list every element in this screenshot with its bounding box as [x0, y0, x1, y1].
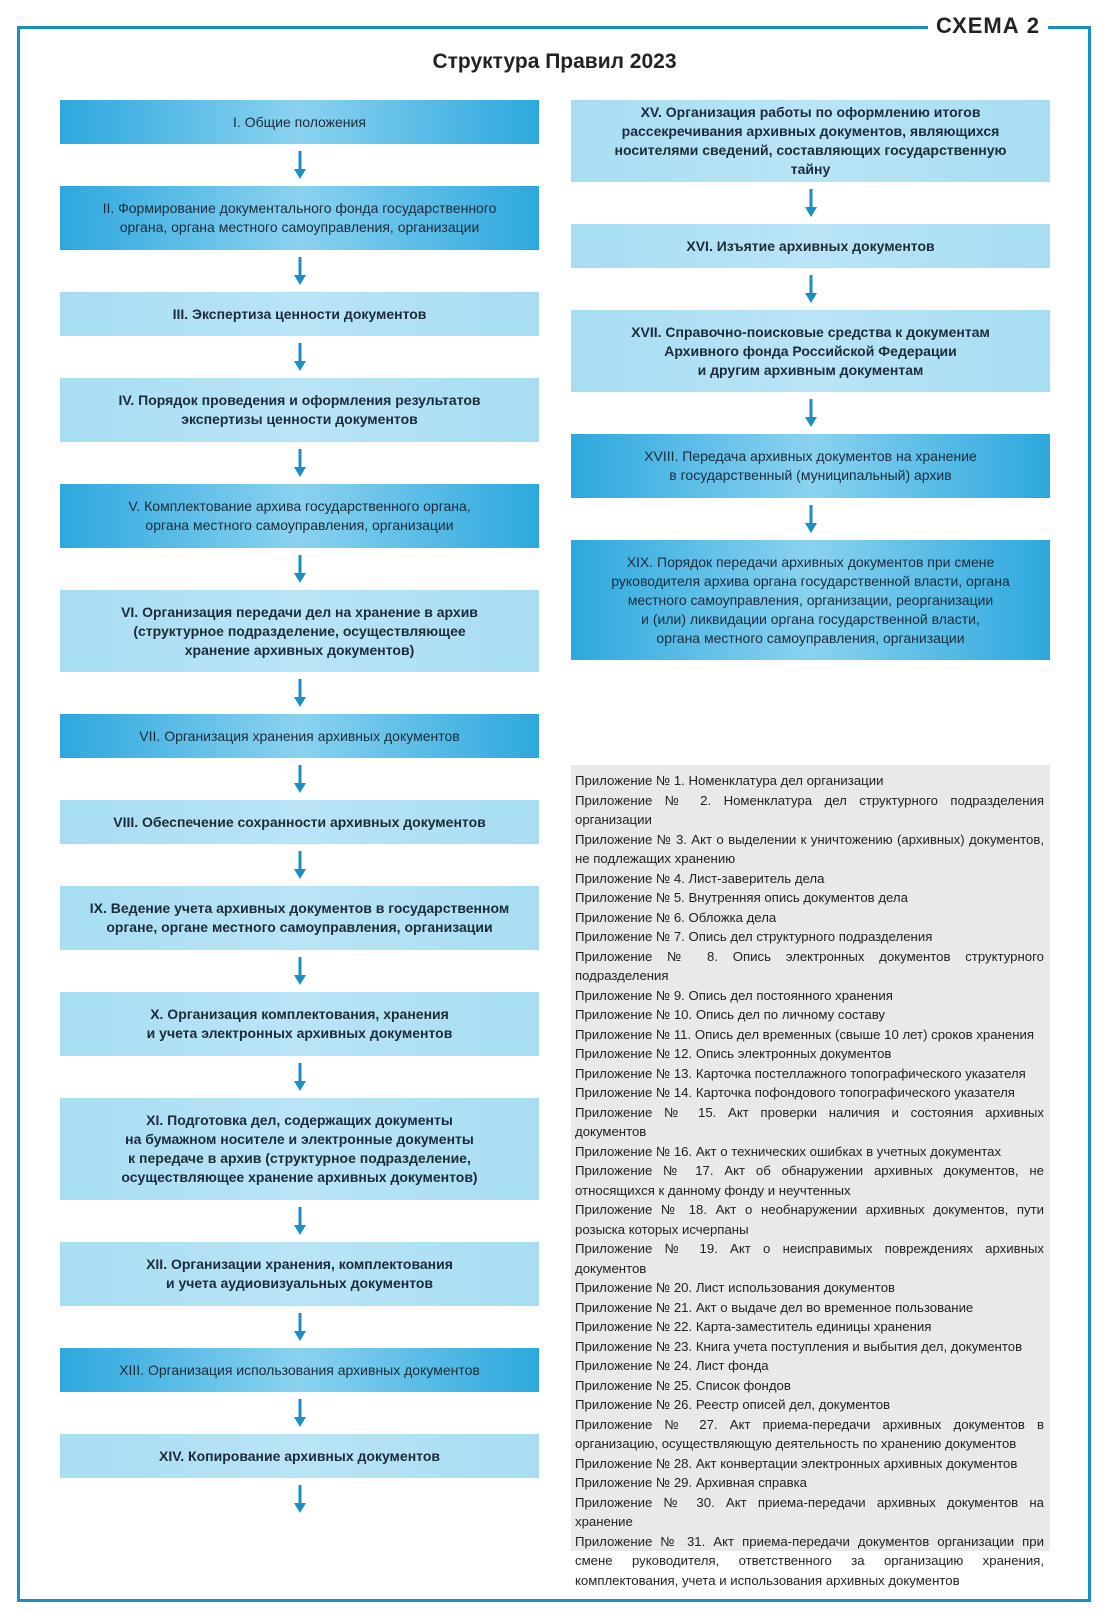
appendix-item: Приложение № 20. Лист использования документов: [575, 1280, 896, 1295]
flow-arrow: [571, 268, 1050, 310]
section-box: XI. Подготовка дел, содержащих документы на бумажном носителе и электронные документы к передаче в архив (структурное подразделение, осуществляющее хранение архивных документов): [60, 1098, 539, 1200]
section-box: IX. Ведение учета архивных документов в государственном органе, органе местного самоуправления, организации: [60, 886, 539, 950]
appendix-item: Приложение № 12. Опись электронных документов: [575, 1046, 892, 1061]
appendix-list: [571, 765, 1050, 1588]
flow-arrow: [60, 442, 539, 484]
section-box: XVI. Изъятие архивных документов: [571, 224, 1050, 268]
section-box: XVIII. Передача архивных документов на хранение в государственный (муниципальный) архив: [571, 434, 1050, 498]
flow-arrow: [60, 844, 539, 886]
appendix-item: Приложение № 2. Номенклатура дел структурного подразделения организации: [575, 792, 1044, 827]
section-box: VIII. Обеспечение сохранности архивных документов: [60, 800, 539, 844]
appendix-item: Приложение № 23. Книга учета поступления и выбытия дел, документов: [575, 1338, 1023, 1354]
appendix-item: Приложение № 21. Акт о выдаче дел во временное пользование: [575, 1299, 974, 1315]
diagram-title: Структура Правил 2023: [432, 50, 677, 73]
appendix-item: Приложение № 27. Акт приема-передачи архивных документов в организацию, осуществляющую деятельность по хранению документов: [575, 1416, 1044, 1451]
appendix-item: Приложение № 22. Карта-заместитель единицы хранения: [575, 1319, 932, 1334]
flow-arrow: [571, 392, 1050, 434]
appendix-item: Приложение № 26. Реестр описей дел, документов: [575, 1397, 891, 1412]
appendix-item: Приложение № 19. Акт о неисправимых повреждениях архивных документов: [575, 1241, 1044, 1276]
appendix-item: Приложение № 13. Карточка постеллажного топографического указателя: [575, 1065, 1026, 1081]
flow-arrow: [60, 250, 539, 292]
section-box: V. Комплектование архива государственного органа, органа местного самоуправления, организации: [60, 484, 539, 548]
flow-arrow: [60, 758, 539, 800]
flow-arrow: [60, 672, 539, 714]
right-flow-column: [571, 100, 1050, 660]
section-box: VI. Организация передачи дел на хранение в архив (структурное подразделение, осуществляющее хранение архивных документов): [60, 590, 539, 672]
appendix-item: Приложение № 15. Акт проверки наличия и состояния архивных документов: [575, 1104, 1044, 1139]
appendix-item: Приложение № 17. Акт об обнаружении архивных документов, не относящихся к данному фонду и неучтенных: [575, 1163, 1044, 1198]
appendix-item: Приложение № 14. Карточка пофондового топографического указателя: [575, 1085, 1015, 1100]
section-box: IV. Порядок проведения и оформления результатов экспертизы ценности документов: [60, 378, 539, 442]
section-box: XIX. Порядок передачи архивных документов при смене руководителя архива органа государственной власти, органа местного самоуправления, организации, реорганизации и (или) ликвидации органа государственной власти, органа местного самоуправления, организации: [571, 540, 1050, 660]
flow-arrow: [60, 1478, 539, 1520]
section-box: XVII. Справочно-поисковые средства к документам Архивного фонда Российской Федерации и другим архивным документам: [571, 310, 1050, 392]
flow-arrow: [60, 1392, 539, 1434]
flow-arrow: [60, 1306, 539, 1348]
appendix-item: Приложение № 24. Лист фонда: [575, 1358, 769, 1373]
flow-arrow: [60, 950, 539, 992]
appendix-item: Приложение № 8. Опись электронных документов структурного подразделения: [575, 948, 1044, 983]
section-box: II. Формирование документального фонда государственного органа, органа местного самоуправления, организации: [60, 186, 539, 250]
scheme-label: СХЕМА 2: [928, 10, 1048, 42]
section-box: III. Экспертиза ценности документов: [60, 292, 539, 336]
appendix-item: Приложение № 9. Опись дел постоянного хранения: [575, 987, 893, 1003]
section-box: XIII. Организация использования архивных документов: [60, 1348, 539, 1392]
appendix-item: Приложение № 7. Опись дел структурного подразделения: [575, 929, 933, 944]
appendix-item: Приложение № 3. Акт о выделении к уничтожению (архивных) документов, не подлежащих хранению: [575, 831, 1044, 866]
left-flow-column: [60, 100, 539, 1520]
flow-arrow: [571, 498, 1050, 540]
appendix-item: Приложение № 30. Акт приема-передачи архивных документов на хранение: [575, 1494, 1044, 1529]
appendix-item: Приложение № 16. Акт о технических ошибках в учетных документах: [575, 1143, 1002, 1159]
section-box: I. Общие положения: [60, 100, 539, 144]
appendix-item: Приложение № 25. Список фондов: [575, 1377, 791, 1393]
flow-arrow: [60, 548, 539, 590]
appendix-item: Приложение № 6. Обложка дела: [575, 909, 777, 925]
appendix-item: Приложение № 31. Акт приема-передачи документов организации при смене руководителя, ответственного за организацию хранения, комплектования, учета и использования архивных документов: [575, 1533, 1044, 1588]
section-box: XV. Организация работы по оформлению итогов рассекречивания архивных документов, являющихся носителями сведений, составляющих государственную тайну: [571, 100, 1050, 182]
section-box: VII. Организация хранения архивных документов: [60, 714, 539, 758]
flow-arrow: [60, 1056, 539, 1098]
section-box: XIV. Копирование архивных документов: [60, 1434, 539, 1478]
flow-arrow: [60, 144, 539, 186]
appendix-item: Приложение № 28. Акт конвертации электронных архивных документов: [575, 1455, 1018, 1471]
appendix-item: Приложение № 10. Опись дел по личному составу: [575, 1007, 886, 1022]
section-box: X. Организация комплектования, хранения и учета электронных архивных документов: [60, 992, 539, 1056]
appendix-item: Приложение № 29. Архивная справка: [575, 1475, 807, 1490]
appendix-item: Приложение № 5. Внутренняя опись документов дела: [575, 890, 908, 905]
appendix-item: Приложение № 1. Номенклатура дел организации: [575, 773, 884, 788]
appendix-item: Приложение № 18. Акт о необнаружении архивных документов, пути розыска которых исчерпаны: [575, 1202, 1044, 1237]
flow-arrow: [60, 1200, 539, 1242]
section-box: XII. Организации хранения, комплектования и учета аудиовизуальных документов: [60, 1242, 539, 1306]
flow-arrow: [571, 182, 1050, 224]
flow-arrow: [60, 336, 539, 378]
appendix-item: Приложение № 4. Лист-заверитель дела: [575, 870, 825, 886]
appendix-item: Приложение № 11. Опись дел временных (свыше 10 лет) сроков хранения: [575, 1026, 1034, 1042]
